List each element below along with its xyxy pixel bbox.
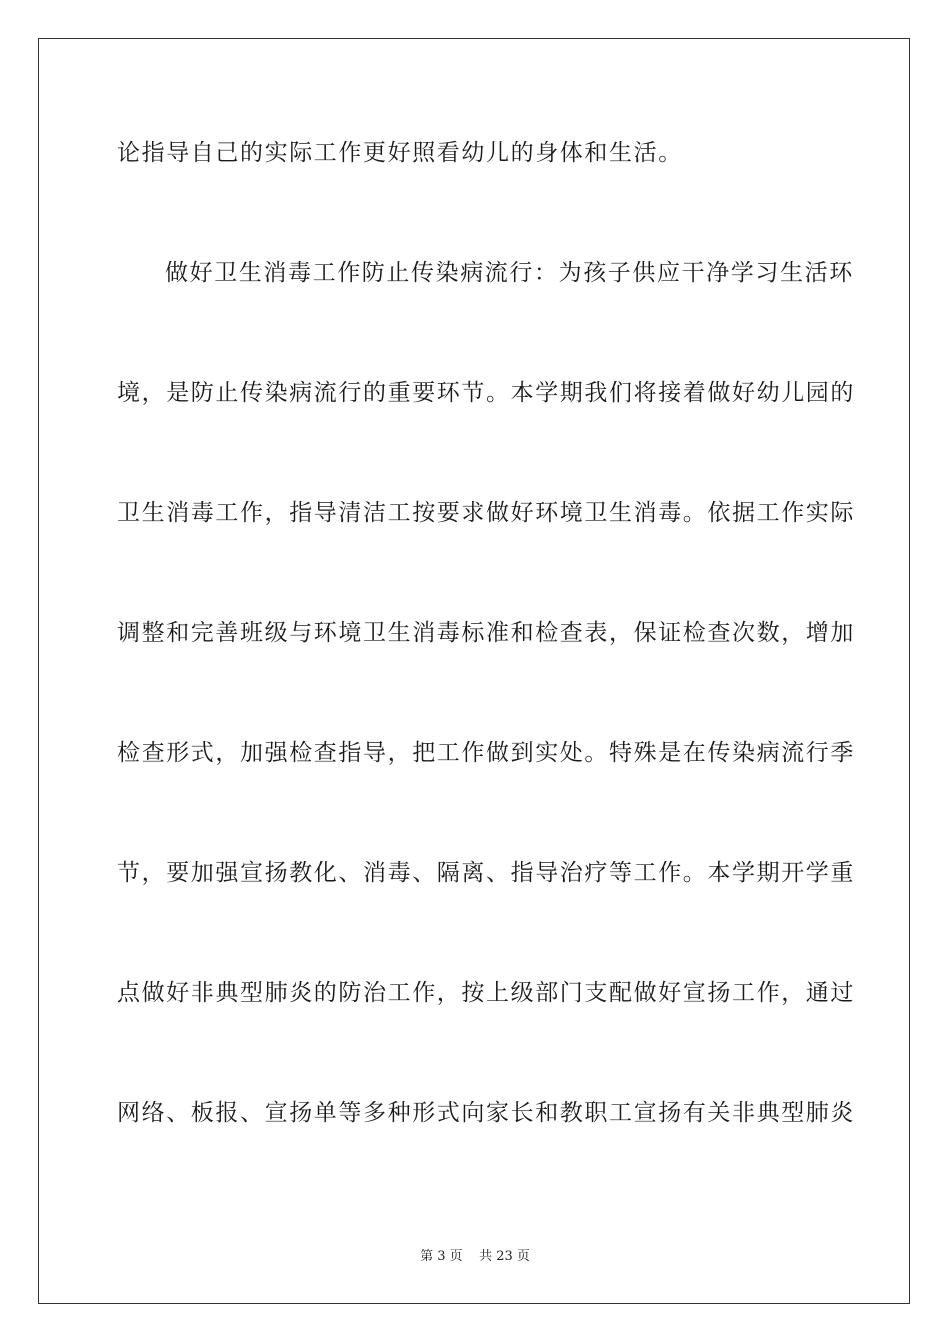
- paragraph-line: 论指导自己的实际工作更好照看幼儿的身体和生活。: [117, 140, 683, 166]
- paragraph-line: 检查形式，加强检查指导，把工作做到实处。特殊是在传染病流行季: [117, 740, 855, 766]
- paragraph-line: 境，是防止传染病流行的重要环节。本学期我们将接着做好幼儿园的: [117, 380, 855, 406]
- paragraph-line: 节，要加强宣扬教化、消毒、隔离、指导治疗等工作。本学期开学重: [117, 860, 855, 886]
- paragraph-line: 做好卫生消毒工作防止传染病流行：为孩子供应干净学习生活环: [165, 260, 854, 286]
- paragraph-line: 卫生消毒工作，指导清洁工按要求做好环境卫生消毒。依据工作实际: [117, 500, 855, 526]
- paragraph-line: 点做好非典型肺炎的防治工作，按上级部门支配做好宣扬工作，通过: [117, 980, 855, 1006]
- paragraph-line: 网络、板报、宣扬单等多种形式向家长和教职工宣扬有关非典型肺炎: [117, 1100, 855, 1126]
- page-number-footer: 第 3 页 共 23 页: [420, 1249, 530, 1264]
- paragraph-line: 调整和完善班级与环境卫生消毒标准和检查表，保证检查次数，增加: [117, 620, 855, 646]
